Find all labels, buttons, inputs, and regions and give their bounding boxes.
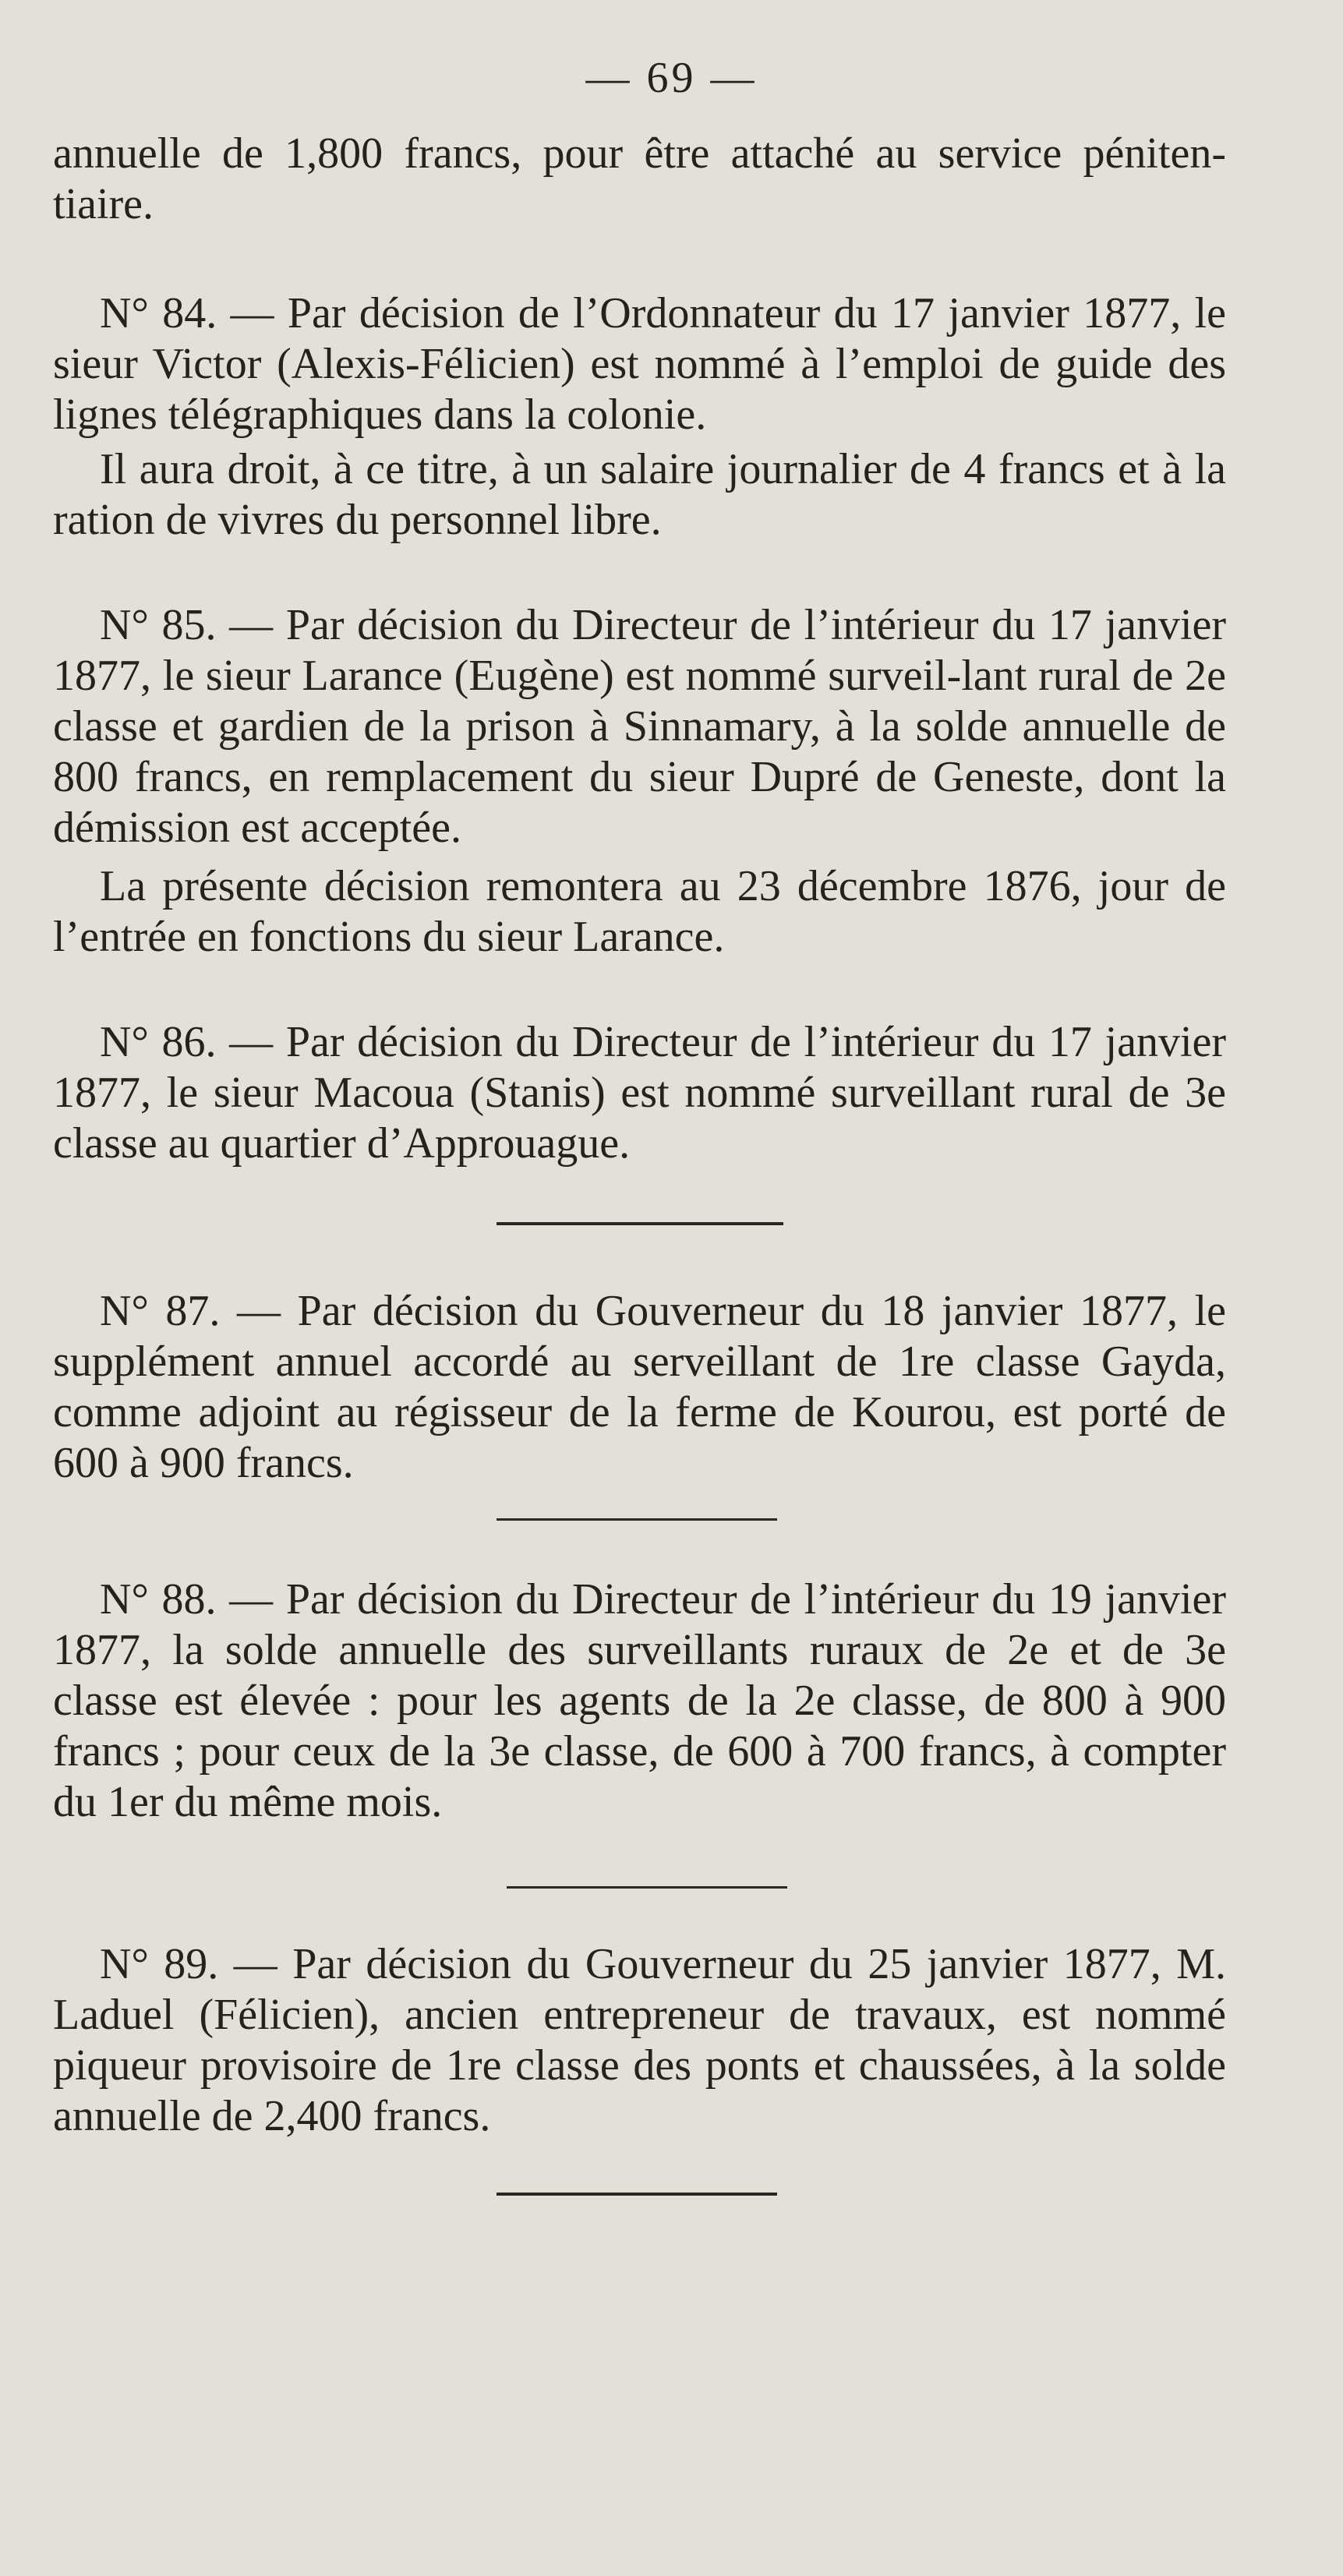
decision-84-salary-paragraph: Il aura droit, à ce titre, à un salaire journalier de 4 francs et à la ration de vivres du personnel libre. <box>53 445 1226 544</box>
decision-84-paragraph: N° 84. — Par décision de l’Ordonnateur du 17 janvier 1877, le sieur Victor (Alexis-Félicien) est nommé à l’emploi de guide des lignes télégraphiques dans la colonie. <box>53 289 1226 439</box>
separator-rule <box>507 1886 787 1889</box>
separator-rule <box>497 1222 783 1225</box>
page-number: — 69 — <box>585 54 758 102</box>
decision-85-effective-date-paragraph: La présente décision remontera au 23 décembre 1876, jour de l’entrée en fonctions du sieur Larance. <box>53 862 1226 961</box>
decision-88-paragraph: N° 88. — Par décision du Directeur de l’intérieur du 19 janvier 1877, la solde annuelle des surveillants ruraux de 2e et de 3e classe est élevée : pour les agents de la 2e classe, de 800 à 900 francs ; pour ceux de la 3e classe, de 600 à 700 francs, à compter du 1er du même mois. <box>53 1575 1226 1826</box>
separator-rule <box>497 1518 777 1521</box>
paragraph-continuation: annuelle de 1,800 francs, pour être attaché au service péniten-tiaire. <box>53 129 1226 228</box>
decision-86-paragraph: N° 86. — Par décision du Directeur de l’intérieur du 17 janvier 1877, le sieur Macoua (Stanis) est nommé surveillant rural de 3e classe au quartier d’Approuague. <box>53 1018 1226 1168</box>
separator-rule <box>497 2193 777 2196</box>
decision-89-paragraph: N° 89. — Par décision du Gouverneur du 25 janvier 1877, M. Laduel (Félicien), ancien entrepreneur de travaux, est nommé piqueur provisoire de 1re classe des ponts et chaussées, à la solde annuelle de 2,400 francs. <box>53 1940 1226 2140</box>
decision-87-paragraph: N° 87. — Par décision du Gouverneur du 18 janvier 1877, le supplément annuel accordé au serveillant de 1re classe Gayda, comme adjoint au régisseur de la ferme de Kourou, est porté de 600 à 900 francs. <box>53 1287 1226 1487</box>
decision-85-paragraph: N° 85. — Par décision du Directeur de l’intérieur du 17 janvier 1877, le sieur Larance (Eugène) est nommé surveil-lant rural de 2e classe et gardien de la prison à Sinnamary, à la solde annuelle de 800 francs, en remplacement du sieur Dupré de Geneste, dont la démission est acceptée. <box>53 601 1226 852</box>
